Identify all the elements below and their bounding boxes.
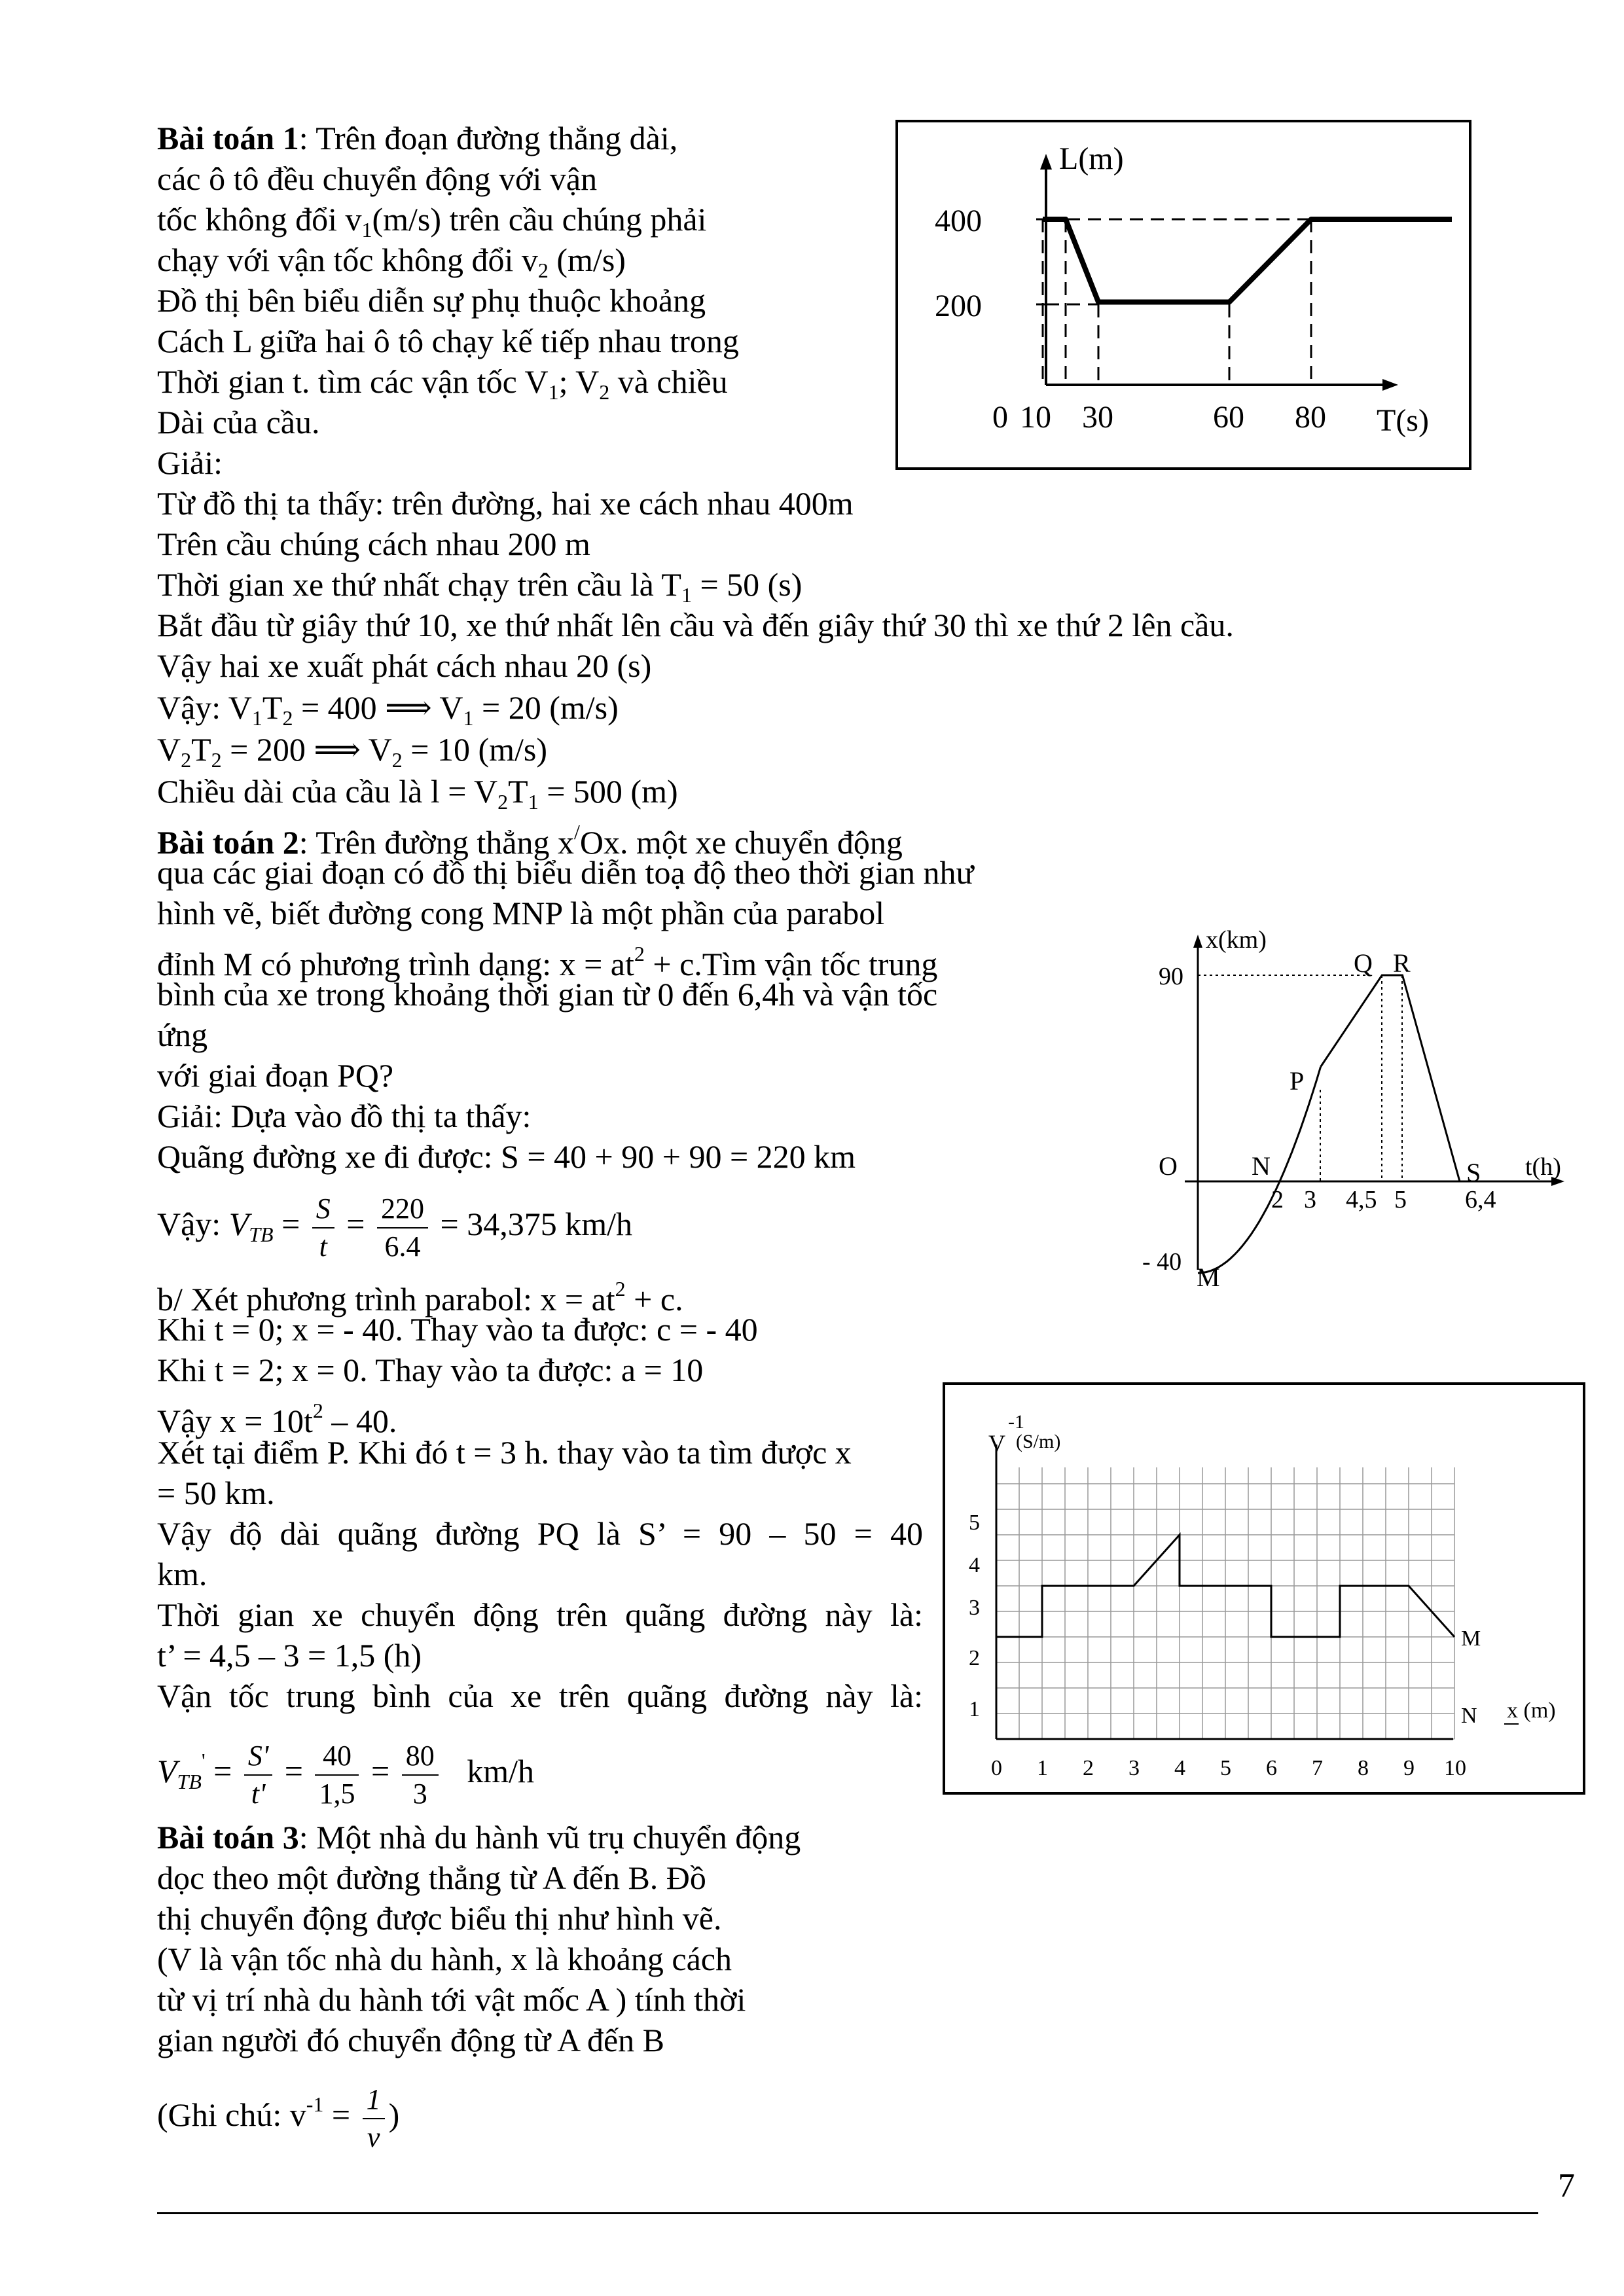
solution-line: Vậy hai xe xuất phát cách nhau 20 (s) <box>157 647 652 684</box>
figure3-x-tick: 7 <box>1312 1756 1323 1780</box>
figure2-x-tick: 3 <box>1304 1186 1316 1213</box>
problem1-line: Thời gian t. tìm các vận tốc $V_1$; $V_2$ và chiều <box>157 363 728 404</box>
solution-line: Chiều dài của cầu là $l = V_2T_1 = 500$ (m) <box>157 773 678 814</box>
solution-line: Trên cầu chúng cách nhau 200 m <box>157 526 590 562</box>
figure1-x-arrow <box>1382 379 1398 391</box>
figure2-y-label: x(km) <box>1206 929 1267 954</box>
solution-line: Vận tốc trung bình của xe trên quãng đường này là: <box>157 1677 923 1714</box>
figure3-x-tick: 10 <box>1444 1756 1466 1780</box>
figure2-point-P: P <box>1290 1066 1305 1096</box>
figure2-point-S: S <box>1466 1158 1481 1187</box>
figure3-y-tick: 1 <box>969 1697 980 1721</box>
figure2-y-tick: 90 <box>1159 963 1183 990</box>
figure2-position-time-graph <box>1132 929 1591 1296</box>
figure3-y-tick: 5 <box>969 1511 980 1535</box>
figure1-series-line <box>1043 219 1452 302</box>
figure2-series-line <box>1321 975 1460 1181</box>
figure1-x-label: T(s) <box>1377 403 1429 438</box>
figure3-y-tick: 2 <box>969 1646 980 1670</box>
figure1-distance-time-graph <box>895 120 1471 470</box>
figure2-x-tick: 5 <box>1394 1186 1407 1213</box>
figure1-y-tick: 200 <box>935 289 982 323</box>
solution-line: Xét tại điểm P. Khi đó t = 3 h. thay vào ta tìm được x <box>157 1434 852 1471</box>
figure1-y-label: L(m) <box>1059 141 1124 176</box>
solution-line: Từ đồ thị ta thấy: trên đường, hai xe cách nhau 400m <box>157 485 854 522</box>
formula-vtb: Vậy: $V_{TB}$ = $\frac{S}{t}$ = $\frac{220}{6.4}$ = 34,375 km/h <box>157 1185 632 1274</box>
figure3-y-tick: 3 <box>969 1596 980 1620</box>
figure3-x-tick: 2 <box>1083 1756 1094 1780</box>
figure2-point-M: M <box>1197 1263 1220 1292</box>
problem2-line: bình của xe trong khoảng thời gian từ 0 đến 6,4h và vận tốc <box>157 976 938 1013</box>
figure1-y-arrow <box>1040 154 1052 170</box>
solution-line: Bắt đầu từ giây thứ 10, xe thứ nhất lên cầu và đến giây thứ 30 thì xe thứ 2 lên cầu. <box>157 607 1234 643</box>
figure2-point-O: O <box>1159 1151 1178 1181</box>
solution-line: Khi t = 2; x = 0. Thay vào ta được: a = 10 <box>157 1352 704 1388</box>
solution-line: Khi t = 0; x = - 40. Thay vào ta được: c = - 40 <box>157 1311 758 1348</box>
figure3-x-tick: 0 <box>991 1756 1002 1780</box>
problem2-line: ứng <box>157 1016 208 1053</box>
problem1-line: Đồ thị bên biểu diễn sự phụ thuộc khoảng <box>157 282 706 319</box>
solution-line: = 50 km. <box>157 1475 275 1511</box>
problem1-line: các ô tô đều chuyển động với vận <box>157 160 598 197</box>
figure2-point-N: N <box>1252 1151 1271 1181</box>
problem3-line: gian người đó chuyển động từ A đến B <box>157 2022 665 2058</box>
figure3-point-N: N <box>1461 1704 1477 1728</box>
problem3-note: (Ghi chú: $v^{-1}$ = $\frac{1}{v}$ ) <box>157 2068 399 2156</box>
figure2-x-tick: 6,4 <box>1465 1186 1496 1213</box>
figure3-x-tick: 1 <box>1037 1756 1048 1780</box>
figure2-point-R: R <box>1393 948 1411 978</box>
problem2-line: qua các giai đoạn có đồ thị biểu diễn toạ độ theo thời gian như <box>157 854 974 891</box>
problem3-line: từ vị trí nhà du hành tới vật mốc A ) tính thời <box>157 1981 746 2018</box>
figure3-x-label: x (m) <box>1507 1698 1556 1723</box>
figure3-x-ticks <box>991 1756 1466 1780</box>
problem2-line: Bài toán 2: Trên đường thẳng x/Ox. một xe chuyển động <box>157 820 903 861</box>
figure3-point-M: M <box>1461 1626 1481 1651</box>
figure1-x-tick: 30 <box>1082 400 1113 435</box>
figure3-grid <box>996 1467 1454 1739</box>
problem2-title: Bài toán 2 <box>157 824 299 861</box>
figure1-x-tick: 60 <box>1213 400 1244 435</box>
problem2-line: hình vẽ, biết đường cong MNP là một phần của parabol <box>157 895 885 931</box>
problem1-line: chạy với vận tốc không đổi $v_2$ (m/s) <box>157 242 626 282</box>
figure3-y-label-unit: (S/m) <box>1016 1431 1061 1452</box>
figure3-x-tick: 8 <box>1358 1756 1369 1780</box>
problem2-line: đỉnh M có phương trình dạng: $x = at^2$ + c.Tìm vận tốc trung <box>157 942 938 982</box>
problem1-title: Bài toán 1 <box>157 120 299 156</box>
figure3-x-tick: 5 <box>1220 1756 1231 1780</box>
problem3-line: Bài toán 3: Một nhà du hành vũ trụ chuyển động <box>157 1819 801 1856</box>
figure2-x-tick: 4,5 <box>1346 1186 1377 1213</box>
problem3-line: (V là vận tốc nhà du hành, x là khoảng cách <box>157 1941 732 1977</box>
solution-line: Vậy độ dài quãng đường PQ là S’ = 90 – 50 = 40 <box>157 1515 923 1552</box>
problem3-line: dọc theo một đường thẳng từ A đến B. Đồ <box>157 1859 706 1896</box>
solution-label: Giải: <box>157 444 223 481</box>
figure2-y-tick: - 40 <box>1142 1248 1182 1276</box>
figure3-y-label: V <box>988 1430 1005 1456</box>
solution-line: km. <box>157 1556 208 1592</box>
solution-line: Thời gian xe chuyển động trên quãng đường này là: <box>157 1596 923 1633</box>
problem1-line: Bài toán 1: Trên đoạn đường thẳng dài, <box>157 120 678 156</box>
problem1-line: Dài của cầu. <box>157 404 320 440</box>
formula-vtb-prime: $V_{TB}'$ = $\frac{S'}{t'}$ = $\frac{40}{1,5}$ = $\frac{80}{3}$ km/h <box>157 1721 534 1821</box>
solution-line: Vậy: $V_1T_2 = 400$ ⟹ $V_1 = 20$ (m/s) <box>157 689 619 730</box>
page-number: 7 <box>1558 2167 1575 2204</box>
solution-line: Vậy $x = 10t^2 - 40$. <box>157 1399 397 1439</box>
figure1-x-tick: 80 <box>1295 400 1326 435</box>
figure2-x-tick: 2 <box>1271 1186 1284 1213</box>
solution-line: $V_2T_2 = 200$ ⟹ $V_2 = 10$ (m/s) <box>157 731 547 772</box>
figure1-x-tick: 10 <box>1020 400 1051 435</box>
problem3-title: Bài toán 3 <box>157 1819 299 1856</box>
figure2-point-Q: Q <box>1354 948 1373 978</box>
footer-rule <box>157 2212 1538 2214</box>
solution-line: Giải: Dựa vào đồ thị ta thấy: <box>157 1098 532 1134</box>
figure3-x-tick: 6 <box>1266 1756 1277 1780</box>
figure3-x-tick: 9 <box>1403 1756 1415 1780</box>
figure1-x-tick: 0 <box>992 400 1008 435</box>
figure1-y-tick: 400 <box>935 204 982 238</box>
figure3-y-tick: 4 <box>969 1553 980 1577</box>
solution-line: b/ Xét phương trình parabol: $x = at^2 + c$. <box>157 1277 683 1318</box>
figure2-x-label: t(h) <box>1525 1153 1561 1181</box>
problem3-line: thị chuyển động được biểu thị như hình vẽ. <box>157 1900 722 1937</box>
problem1-line: tốc không đổi $v_1(m/s)$ trên cầu chúng phải <box>157 201 707 242</box>
solution-line: Quãng đường xe đi được: S = 40 + 90 + 90 = 220 km <box>157 1138 856 1175</box>
problem2-line: với giai đoạn PQ? <box>157 1057 394 1094</box>
solution-line: t’ = 4,5 – 3 = 1,5 (h) <box>157 1637 422 1674</box>
problem1-line: Cách L giữa hai ô tô chạy kế tiếp nhau trong <box>157 323 739 359</box>
solution-line: Thời gian xe thứ nhất chạy trên cầu là $T_1 = 50$ (s) <box>157 566 803 607</box>
figure3-inverse-velocity-graph <box>943 1382 1585 1795</box>
figure3-x-tick: 3 <box>1128 1756 1140 1780</box>
figure3-x-tick: 4 <box>1174 1756 1185 1780</box>
figure3-y-label-sup: -1 <box>1008 1411 1024 1433</box>
